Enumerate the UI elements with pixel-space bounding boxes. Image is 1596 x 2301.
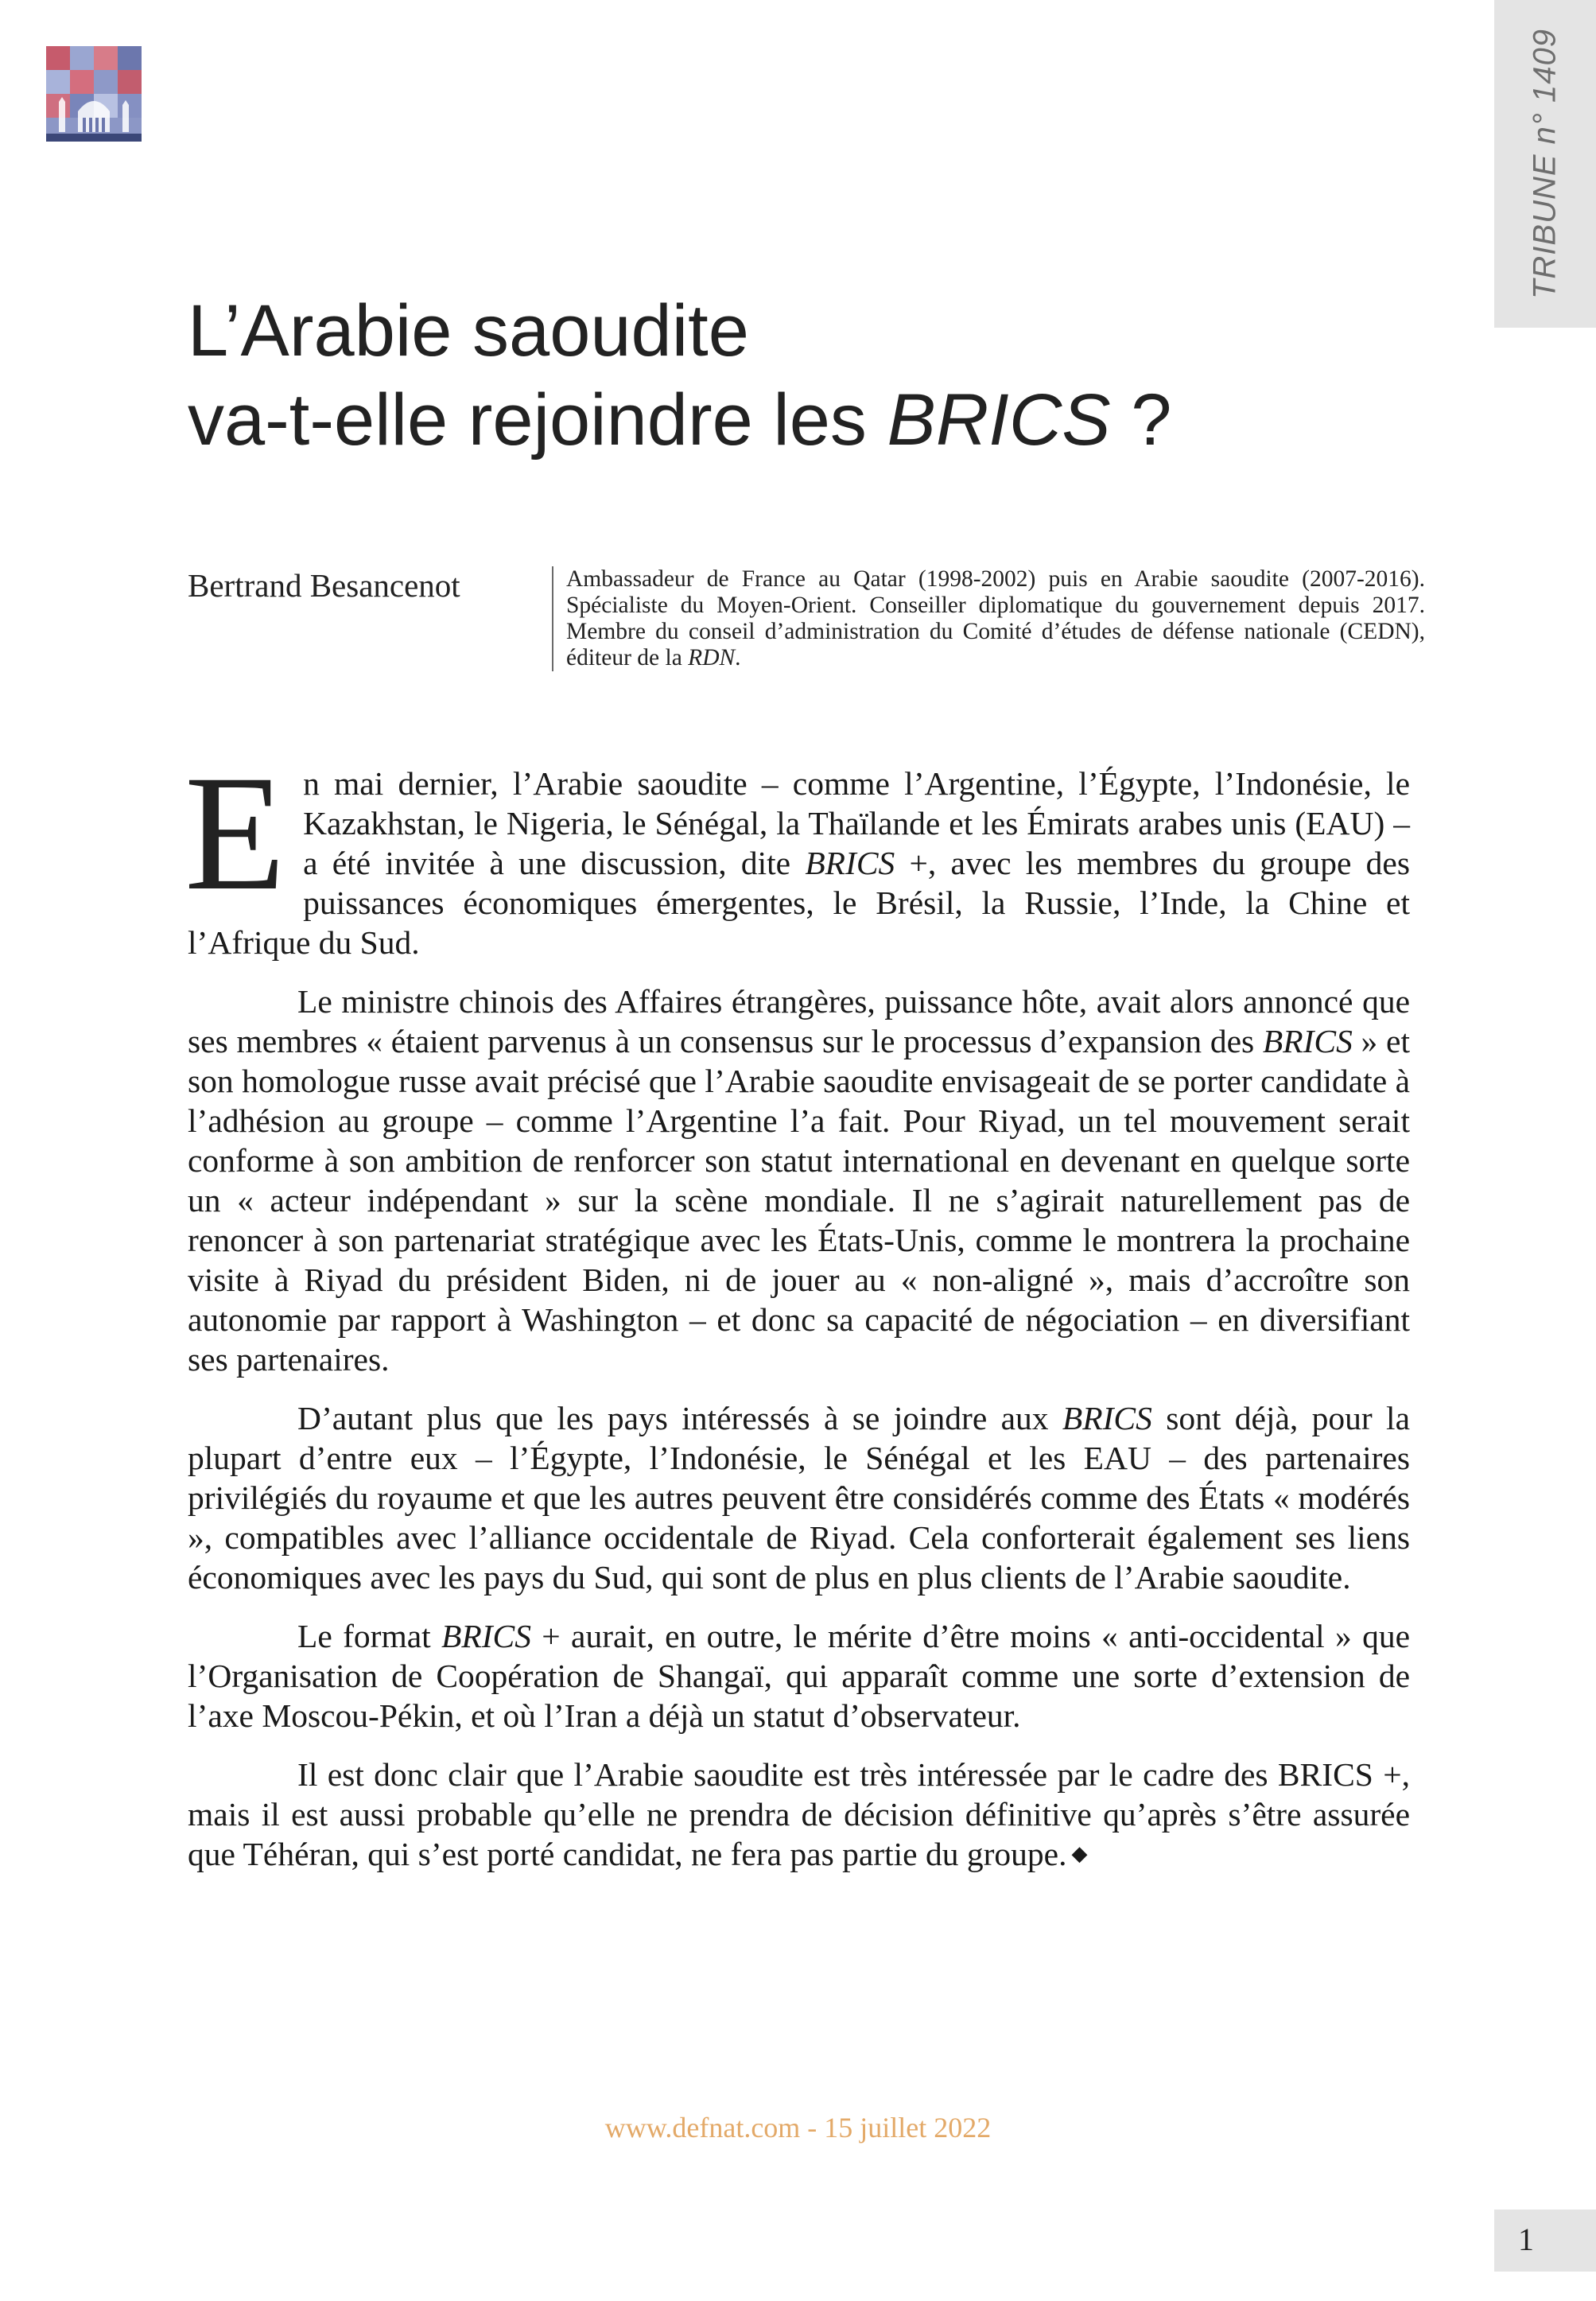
paragraph-4-text-a: Le format bbox=[297, 1618, 442, 1654]
tribune-label: TRIBUNE n° 1409 bbox=[1527, 28, 1563, 300]
paragraph-2 bbox=[188, 981, 1410, 1379]
page-title bbox=[188, 286, 1380, 464]
paragraph-1-emphasis: BRICS bbox=[805, 845, 895, 881]
title-line-1: L’Arabie saoudite bbox=[188, 290, 749, 371]
article-body bbox=[184, 741, 1410, 1893]
paragraph-3 bbox=[188, 1398, 1410, 1597]
drop-cap: E bbox=[184, 741, 286, 924]
paragraph-1-text-b: +, avec les membres du groupe des puissances économiques émergentes, le Brésil, la Russie, l’Inde, la Chine et l’Afrique du Sud. bbox=[188, 845, 1410, 961]
paragraph-4 bbox=[188, 1616, 1410, 1735]
paragraph-5 bbox=[188, 1755, 1410, 1874]
page-number: 1 bbox=[1518, 2221, 1534, 2257]
paragraph-2-emphasis: BRICS bbox=[1262, 1023, 1353, 1059]
paragraph-5-text: Il est donc clair que l’Arabie saoudite est très intéressée par le cadre des BRICS +, mais il est aussi probable qu’elle ne prendra de décision définitive qu’après s’être assurée que Téhéran, qui s’est porté candidat, ne fera pas partie du groupe. bbox=[188, 1756, 1410, 1872]
rdn-logo-icon bbox=[46, 46, 142, 142]
paragraph-3-emphasis: BRICS bbox=[1062, 1400, 1152, 1436]
paragraph-1 bbox=[184, 741, 1410, 962]
author-bio-end: . bbox=[735, 645, 741, 670]
title-line-2 bbox=[188, 375, 1380, 464]
author-bio-text: Ambassadeur de France au Qatar (1998-2002) puis en Arabie saoudite (2007-2016). Spécialiste du Moyen-Orient. Conseiller diplomatique du gouvernement depuis 2017. Membre du conseil d’administration du Comité d’études de défense nationale (CEDN), éditeur de la bbox=[566, 566, 1425, 670]
paragraph-1-text-a: n mai dernier, l’Arabie saoudite – comme l’Argentine, l’Égypte, l’Indonésie, le Kazakhstan, le Nigeria, le Sénégal, la Thaïlande et les Émirats arabes unis (EAU) – a été invitée à une discussion, dite bbox=[303, 765, 1410, 881]
paragraph-3-text-b: sont déjà, pour la plupart d’entre eux – l’Égypte, l’Indonésie, le Sénégal et les EAU – des partenaires privilégiés du royaume et que les autres peuvent être considérés comme des États « modérés », compatibles avec l’alliance occidentale de Riyad. Cela conforterait également ses liens économiques avec les pays du Sud, qui sont de plus en plus clients de l’Arabie saoudite. bbox=[188, 1400, 1410, 1596]
author-name: Bertrand Besancenot bbox=[188, 567, 460, 604]
tribune-tab bbox=[1494, 0, 1596, 328]
footer-source-date: www.defnat.com - 15 juillet 2022 bbox=[604, 2112, 992, 2144]
paragraph-3-text-a: D’autant plus que les pays intéressés à se joindre aux bbox=[297, 1400, 1062, 1436]
title-emphasis: BRICS bbox=[887, 379, 1111, 461]
paragraph-2-text-a: Le ministre chinois des Affaires étrangères, puissance hôte, avait alors annoncé que ses membres « étaient parvenus à un consensus sur le processus d’expansion des bbox=[188, 983, 1410, 1059]
author-bio bbox=[552, 566, 1425, 671]
page-number-tab bbox=[1494, 2210, 1596, 2272]
paragraph-4-emphasis: BRICS bbox=[441, 1618, 531, 1654]
diamond-icon: ◆ bbox=[1071, 1842, 1088, 1865]
title-line-2-suffix: ? bbox=[1110, 379, 1172, 461]
paragraph-4-text-b: + aurait, en outre, le mérite d’être moins « anti-occidental » que l’Organisation de Coopération de Shangaï, qui apparaît comme une sorte d’extension de l’axe Moscou-Pékin, et où l’Iran a déjà un statut d’observateur. bbox=[188, 1618, 1410, 1734]
paragraph-2-text-b: » et son homologue russe avait précisé que l’Arabie saoudite envisageait de se porter candidate à l’adhésion au groupe – comme l’Argentine l’a fait. Pour Riyad, un tel mouvement serait conforme à son ambition de renforcer son statut international en devenant en quelque sorte un « acteur indépendant » sur la scène mondiale. Il ne s’agirait naturellement pas de renoncer à son partenariat stratégique avec les États-Unis, comme le montrera la prochaine visite à Riyad du président Biden, ni de jouer au « non-aligné », mais d’accroître son autonomie par rapport à Washington – et donc sa capacité de négociation – en diversifiant ses partenaires. bbox=[188, 1023, 1410, 1378]
author-bio-emphasis: RDN bbox=[688, 645, 736, 670]
title-line-2-text: va-t-elle rejoindre les bbox=[188, 379, 887, 461]
